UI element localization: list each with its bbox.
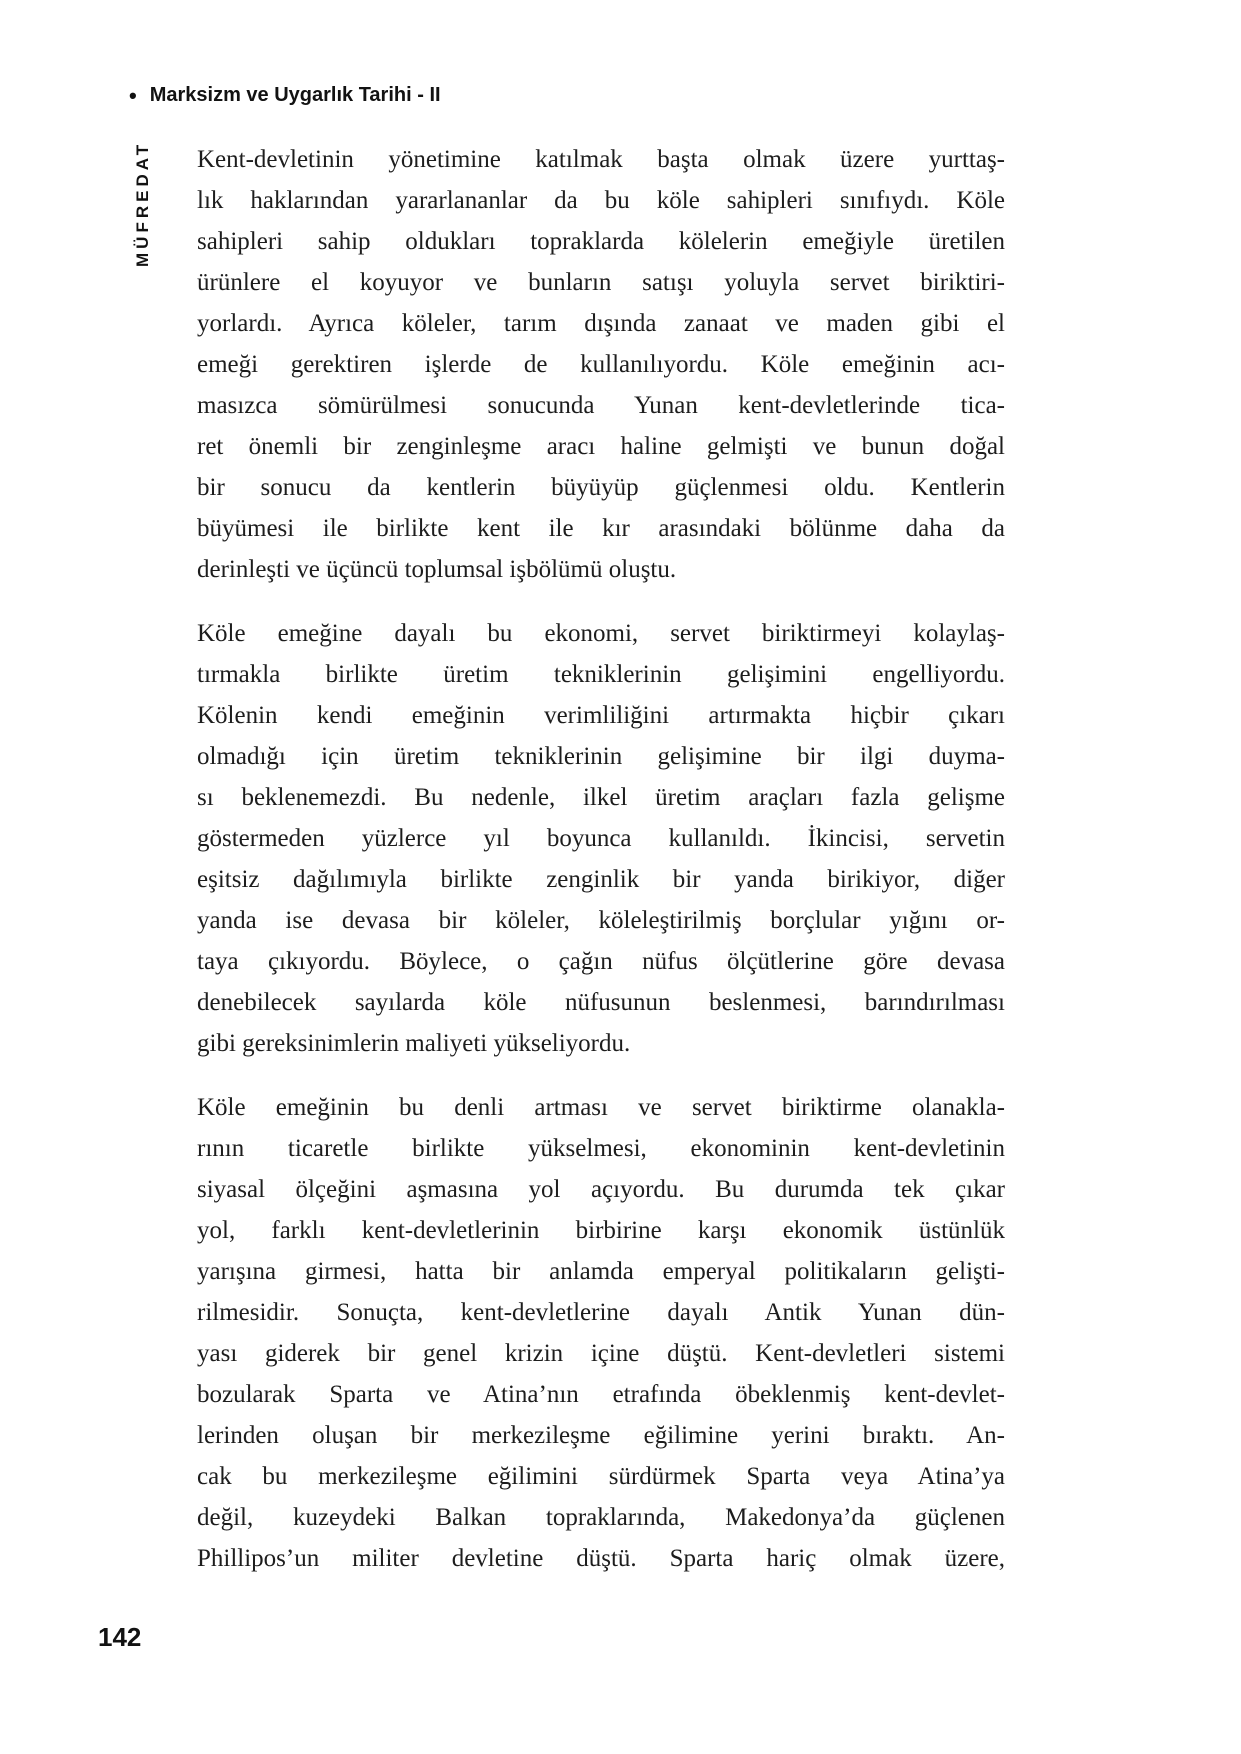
text-line: taya çıkıyordu. Böylece, o çağın nüfus ölçütlerine göre devasa xyxy=(197,948,1005,975)
paragraph xyxy=(197,613,1005,1064)
paragraph xyxy=(197,139,1005,590)
text-line: rilmesidir. Sonuçta, kent-devletlerine dayalı Antik Yunan dün- xyxy=(197,1299,1005,1326)
text-line: sı beklenemezdi. Bu nedenle, ilkel üretim araçları fazla gelişme xyxy=(197,784,1005,811)
text-line: lık haklarından yararlananlar da bu köle sahipleri sınıfıydı. Köle xyxy=(197,187,1005,214)
page-number: 142 xyxy=(98,1622,142,1652)
text-line: tırmakla birlikte üretim tekniklerinin gelişimini engelliyordu. xyxy=(197,661,1005,688)
text-line: cak bu merkezileşme eğilimini sürdürmek Sparta veya Atina’ya xyxy=(197,1463,1005,1490)
paragraph xyxy=(197,1087,1005,1579)
text-line: değil, kuzeydeki Balkan topraklarında, Makedonya’da güçlenen xyxy=(197,1504,1005,1531)
text-line: masızca sömürülmesi sonucunda Yunan kent-devletlerinde tica- xyxy=(197,392,1005,419)
text-line: Köle emeğine dayalı bu ekonomi, servet biriktirmeyi kolaylaş- xyxy=(197,620,1005,647)
text-line: yarışına girmesi, hatta bir anlamda emperyal politikaların gelişti- xyxy=(197,1258,1005,1285)
text-line: rının ticaretle birlikte yükselmesi, ekonominin kent-devletinin xyxy=(197,1135,1005,1162)
text-line: yası giderek bir genel krizin içine düştü. Kent-devletleri sistemi xyxy=(197,1340,1005,1367)
text-line: sahipleri sahip oldukları topraklarda kölelerin emeğiyle üretilen xyxy=(197,228,1005,255)
text-line: göstermeden yüzlerce yıl boyunca kullanıldı. İkincisi, servetin xyxy=(197,825,1005,852)
text-line: denebilecek sayılarda köle nüfusunun beslenmesi, barındırılması xyxy=(197,989,1005,1016)
text-line: yanda ise devasa bir köleler, köleleştirilmiş borçlular yığını or- xyxy=(197,907,1005,934)
text-line: olmadığı için üretim tekniklerinin gelişimine bir ilgi duyma- xyxy=(197,743,1005,770)
text-line: yol, farklı kent-devletlerinin birbirine karşı ekonomik üstünlük xyxy=(197,1217,1005,1244)
text-line: gibi gereksinimlerin maliyeti yükseliyordu. xyxy=(197,1030,631,1057)
text-line: büyümesi ile birlikte kent ile kır arasındaki bölünme daha da xyxy=(197,515,1005,542)
page-title: Marksizm ve Uygarlık Tarihi - II xyxy=(149,84,441,106)
text-line: ret önemli bir zenginleşme aracı haline gelmişti ve bunun doğal xyxy=(197,433,1005,460)
bullet-icon: • xyxy=(129,82,137,108)
text-line: ürünlere el koyuyor ve bunların satışı yoluyla servet biriktiri- xyxy=(197,269,1005,296)
margin-label-mufredat: MÜFREDAT xyxy=(133,140,152,267)
text-line: lerinden oluşan bir merkezileşme eğilimine yerini bıraktı. An- xyxy=(197,1422,1005,1449)
text-line: eşitsiz dağılımıyla birlikte zenginlik bir yanda birikiyor, diğer xyxy=(197,866,1005,893)
text-line: yorlardı. Ayrıca köleler, tarım dışında zanaat ve maden gibi el xyxy=(197,310,1005,337)
text-line: emeği gerektiren işlerde de kullanılıyordu. Köle emeğinin acı- xyxy=(197,351,1005,378)
running-header xyxy=(129,84,441,107)
text-line: siyasal ölçeğini aşmasına yol açıyordu. Bu durumda tek çıkar xyxy=(197,1176,1005,1203)
text-line: Köle emeğinin bu denli artması ve servet biriktirme olanakla- xyxy=(197,1094,1005,1121)
text-line: Kent-devletinin yönetimine katılmak başta olmak üzere yurttaş- xyxy=(197,146,1005,173)
text-line: derinleşti ve üçüncü toplumsal işbölümü oluştu. xyxy=(197,556,677,583)
text-line: bozularak Sparta ve Atina’nın etrafında öbeklenmiş kent-devlet- xyxy=(197,1381,1005,1408)
body-text xyxy=(197,139,1005,1579)
text-line: Kölenin kendi emeğinin verimliliğini artırmakta hiçbir çıkarı xyxy=(197,702,1005,729)
text-line: bir sonucu da kentlerin büyüyüp güçlenmesi oldu. Kentlerin xyxy=(197,474,1005,501)
text-line: Phillipos’un militer devletine düştü. Sparta hariç olmak üzere, xyxy=(197,1545,1005,1572)
